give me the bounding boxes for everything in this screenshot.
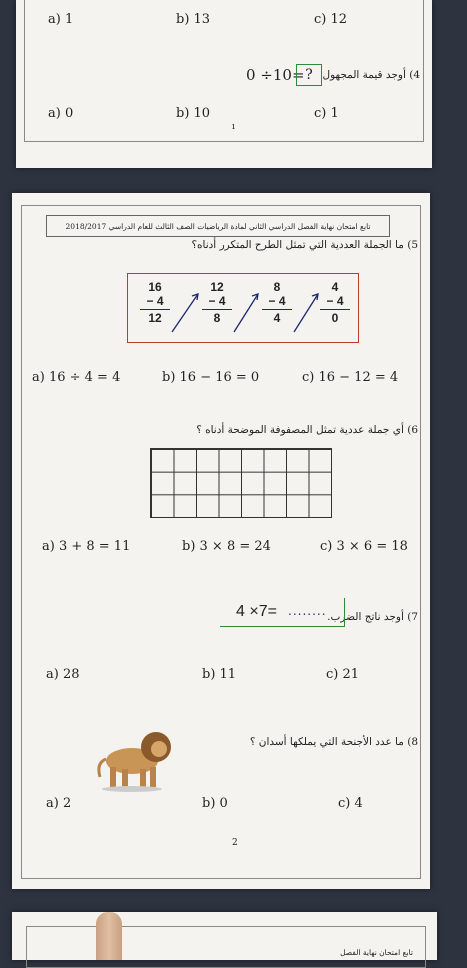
option-c[interactable]: c) 16 − 12 = 4	[302, 370, 399, 385]
question-8-text: 8) ما عدد الأجنحة التي يملكها أسدان ؟	[249, 736, 418, 748]
subtraction-column: 16 − 4 12	[140, 280, 170, 325]
lion-illustration	[96, 723, 176, 793]
top-page	[16, 0, 432, 168]
next-page-frame	[26, 926, 426, 968]
subtraction-column: 12 − 4 8	[202, 280, 232, 325]
option-c[interactable]: c) 1	[314, 106, 339, 121]
option-c[interactable]: c) 4	[338, 796, 363, 811]
subtraction-column: 4 − 4 0	[320, 280, 350, 325]
question-5-text: 5) ما الجملة العددية التي تمثل الطرح المتكرر أدناه؟	[191, 239, 418, 251]
option-b[interactable]: b) 16 − 16 = 0	[162, 370, 260, 385]
option-c[interactable]: c) 3 × 6 = 18	[320, 539, 408, 554]
option-b[interactable]: b) 0	[202, 796, 228, 811]
stray-mark: ı	[232, 122, 235, 132]
main-page	[12, 193, 430, 889]
option-b[interactable]: b) 10	[176, 106, 211, 121]
question-4-text: 4) أوجد قيمة المجهول	[322, 69, 420, 81]
repeated-subtraction-box	[127, 273, 359, 343]
question-7-expression: 4 ×7=	[236, 603, 277, 620]
answer-blank[interactable]: ........	[288, 604, 327, 618]
subtraction-column: 8 − 4 4	[262, 280, 292, 325]
option-c[interactable]: c) 21	[326, 667, 360, 682]
unknown-box[interactable]: ?	[296, 64, 322, 86]
question-4-expression: 0 ÷10=	[246, 66, 305, 84]
exam-header: تابع امتحان نهاية الفصل الدراسي الثاني لمادة الرياضيات الصف الثالث للعام الدراسي 2018/2017	[46, 215, 390, 237]
option-a[interactable]: a) 3 + 8 = 11	[42, 539, 131, 554]
option-b[interactable]: b) 13	[176, 12, 211, 27]
page-number: 2	[232, 838, 238, 848]
option-a[interactable]: a) 0	[48, 106, 74, 121]
question-7-text: 7) أوجد ناتج الضرب.	[327, 611, 418, 623]
next-page	[12, 912, 437, 960]
option-b[interactable]: b) 3 × 8 = 24	[182, 539, 271, 554]
option-a[interactable]: a) 1	[48, 12, 74, 27]
option-b[interactable]: b) 11	[202, 667, 237, 682]
option-c[interactable]: c) 12	[314, 12, 348, 27]
option-a[interactable]: a) 2	[46, 796, 72, 811]
option-a[interactable]: a) 16 ÷ 4 = 4	[32, 370, 121, 385]
question-6-text: 6) أي جملة عددية تمثل المصفوفة الموضحة أدناه ؟	[196, 424, 418, 436]
finger-shadow	[96, 912, 122, 960]
next-page-header: تابع امتحان نهاية الفصل	[340, 948, 413, 957]
option-a[interactable]: a) 28	[46, 667, 80, 682]
multiplication-array-grid	[150, 448, 332, 518]
jump-arrows	[128, 274, 358, 342]
